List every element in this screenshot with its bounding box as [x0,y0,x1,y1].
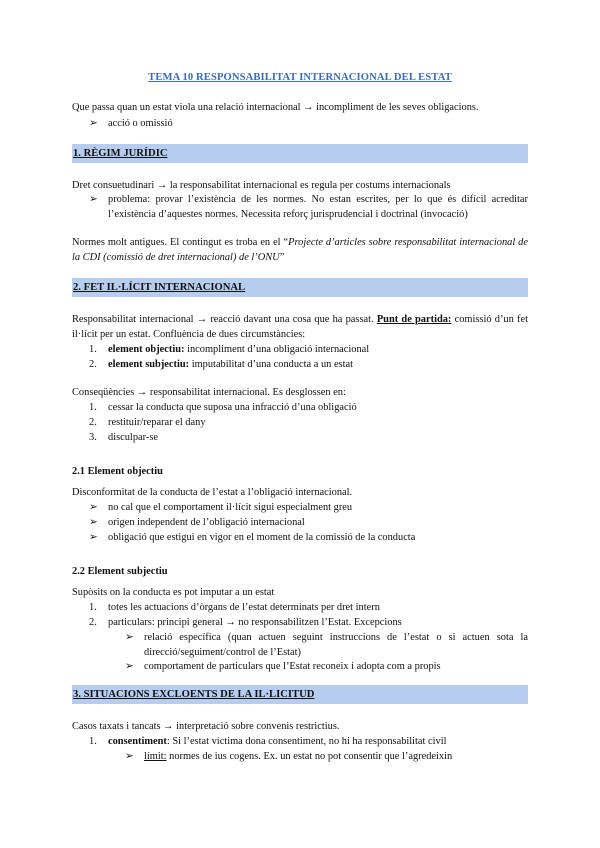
list-item: ➢ límit: normes de ius cogens. Ex. un estat no pot consentir que l’agredeixin [125,751,453,762]
list-item: ➢ problema: provar l’existència de les normes. No estan escrites, per lo que és difícil acreditar l’existència d’aquestes normes. Necessita reforç jurisprudencial i doctrinal (invocació) [89,194,528,220]
paragraph: Disconformitat de la conducta de l’estat a l’obligació internacional. [72,487,353,498]
arrow-bullet-icon: ➢ [89,502,98,513]
paragraph: Normes molt antigues. El contingut es troba en el “Projecte d’articles sobre responsabilitat internacional de la CDI (comissió de dret internacional) de l’ONU” [72,237,528,263]
list-item: ➢ relació específica (quan actuen seguint instruccions de l’estat o si actuen sota la direcció/seguiment/control de l’Estat) [125,632,528,658]
arrow-bullet-icon: ➢ [125,751,134,762]
document-title: TEMA 10 RESPONSABILITAT INTERNACIONAL DEL ESTAT [148,72,452,83]
list-item: 3. disculpar-se [89,432,158,443]
arrow-bullet-icon: ➢ [125,661,134,672]
list-item: ➢ origen independent de l’obligació internacional [89,517,305,528]
arrow-bullet-icon: ➢ [89,517,98,528]
list-item: 1. cessar la conducta que suposa una infracció d’una obligació [89,402,357,413]
paragraph: Dret consuetudinari → la responsabilitat internacional es regula per costums internacionals [72,180,451,191]
list-item: ➢ obligació que estigui en vigor en el moment de la comissió de la conducta [89,532,416,543]
list-item: 1. totes les actuacions d’òrgans de l’estat determinats per dret intern [89,602,380,613]
list-item: ➢ acció o omissió [89,118,173,129]
list-item: 2. element subjectiu: imputabilitat d’una conducta a un estat [89,359,353,370]
list-item: 1. consentiment: Si l’estat víctima dona consentiment, no hi ha responsabilitat civil [89,736,447,747]
section-heading-2: 2. FET IL·LÍCIT INTERNACIONAL [72,278,528,297]
subsection-heading: 2.2 Element subjectiu [72,566,168,577]
arrow-bullet-icon: ➢ [89,194,98,205]
list-item: 2. restituir/reparar el dany [89,417,206,428]
section-heading-1: 1. RÈGIM JURÍDIC [72,144,528,163]
list-item: 1. element objectiu: incompliment d’una obligació internacional [89,344,370,355]
paragraph: Casos taxats i tancats → interpretació sobre convenis restrictius. [72,721,340,732]
list-item: ➢ comportament de particulars que l’Estat reconeix i adopta com a propis [125,661,441,672]
paragraph: Supòsits on la conducta es pot imputar a un estat [72,587,275,598]
intro-line: Que passa quan un estat viola una relació internacional → incompliment de les seves obligacions. [72,102,479,113]
paragraph: Conseqüències → responsabilitat internacional. Es desglossen en: [72,387,346,398]
list-item: ➢ no cal que el comportament il·lícit sigui especialment greu [89,502,353,513]
subsection-heading: 2.1 Element objectiu [72,466,163,477]
section-heading-3: 3. SITUACIONS EXCLOENTS DE LA IL·LICITUD [72,685,528,704]
arrow-bullet-icon: ➢ [125,632,134,643]
paragraph: Responsabilitat internacional → reacció davant una cosa que ha passat. Punt de partida: comissió d’un fet il·lícit per un estat. Confluència de dues circumstàncies: [72,314,528,340]
arrow-bullet-icon: ➢ [89,532,98,543]
arrow-bullet-icon: ➢ [89,118,98,129]
list-item: 2. particulars: principi general → no responsabilitzen l’Estat. Excepcions [89,617,402,628]
